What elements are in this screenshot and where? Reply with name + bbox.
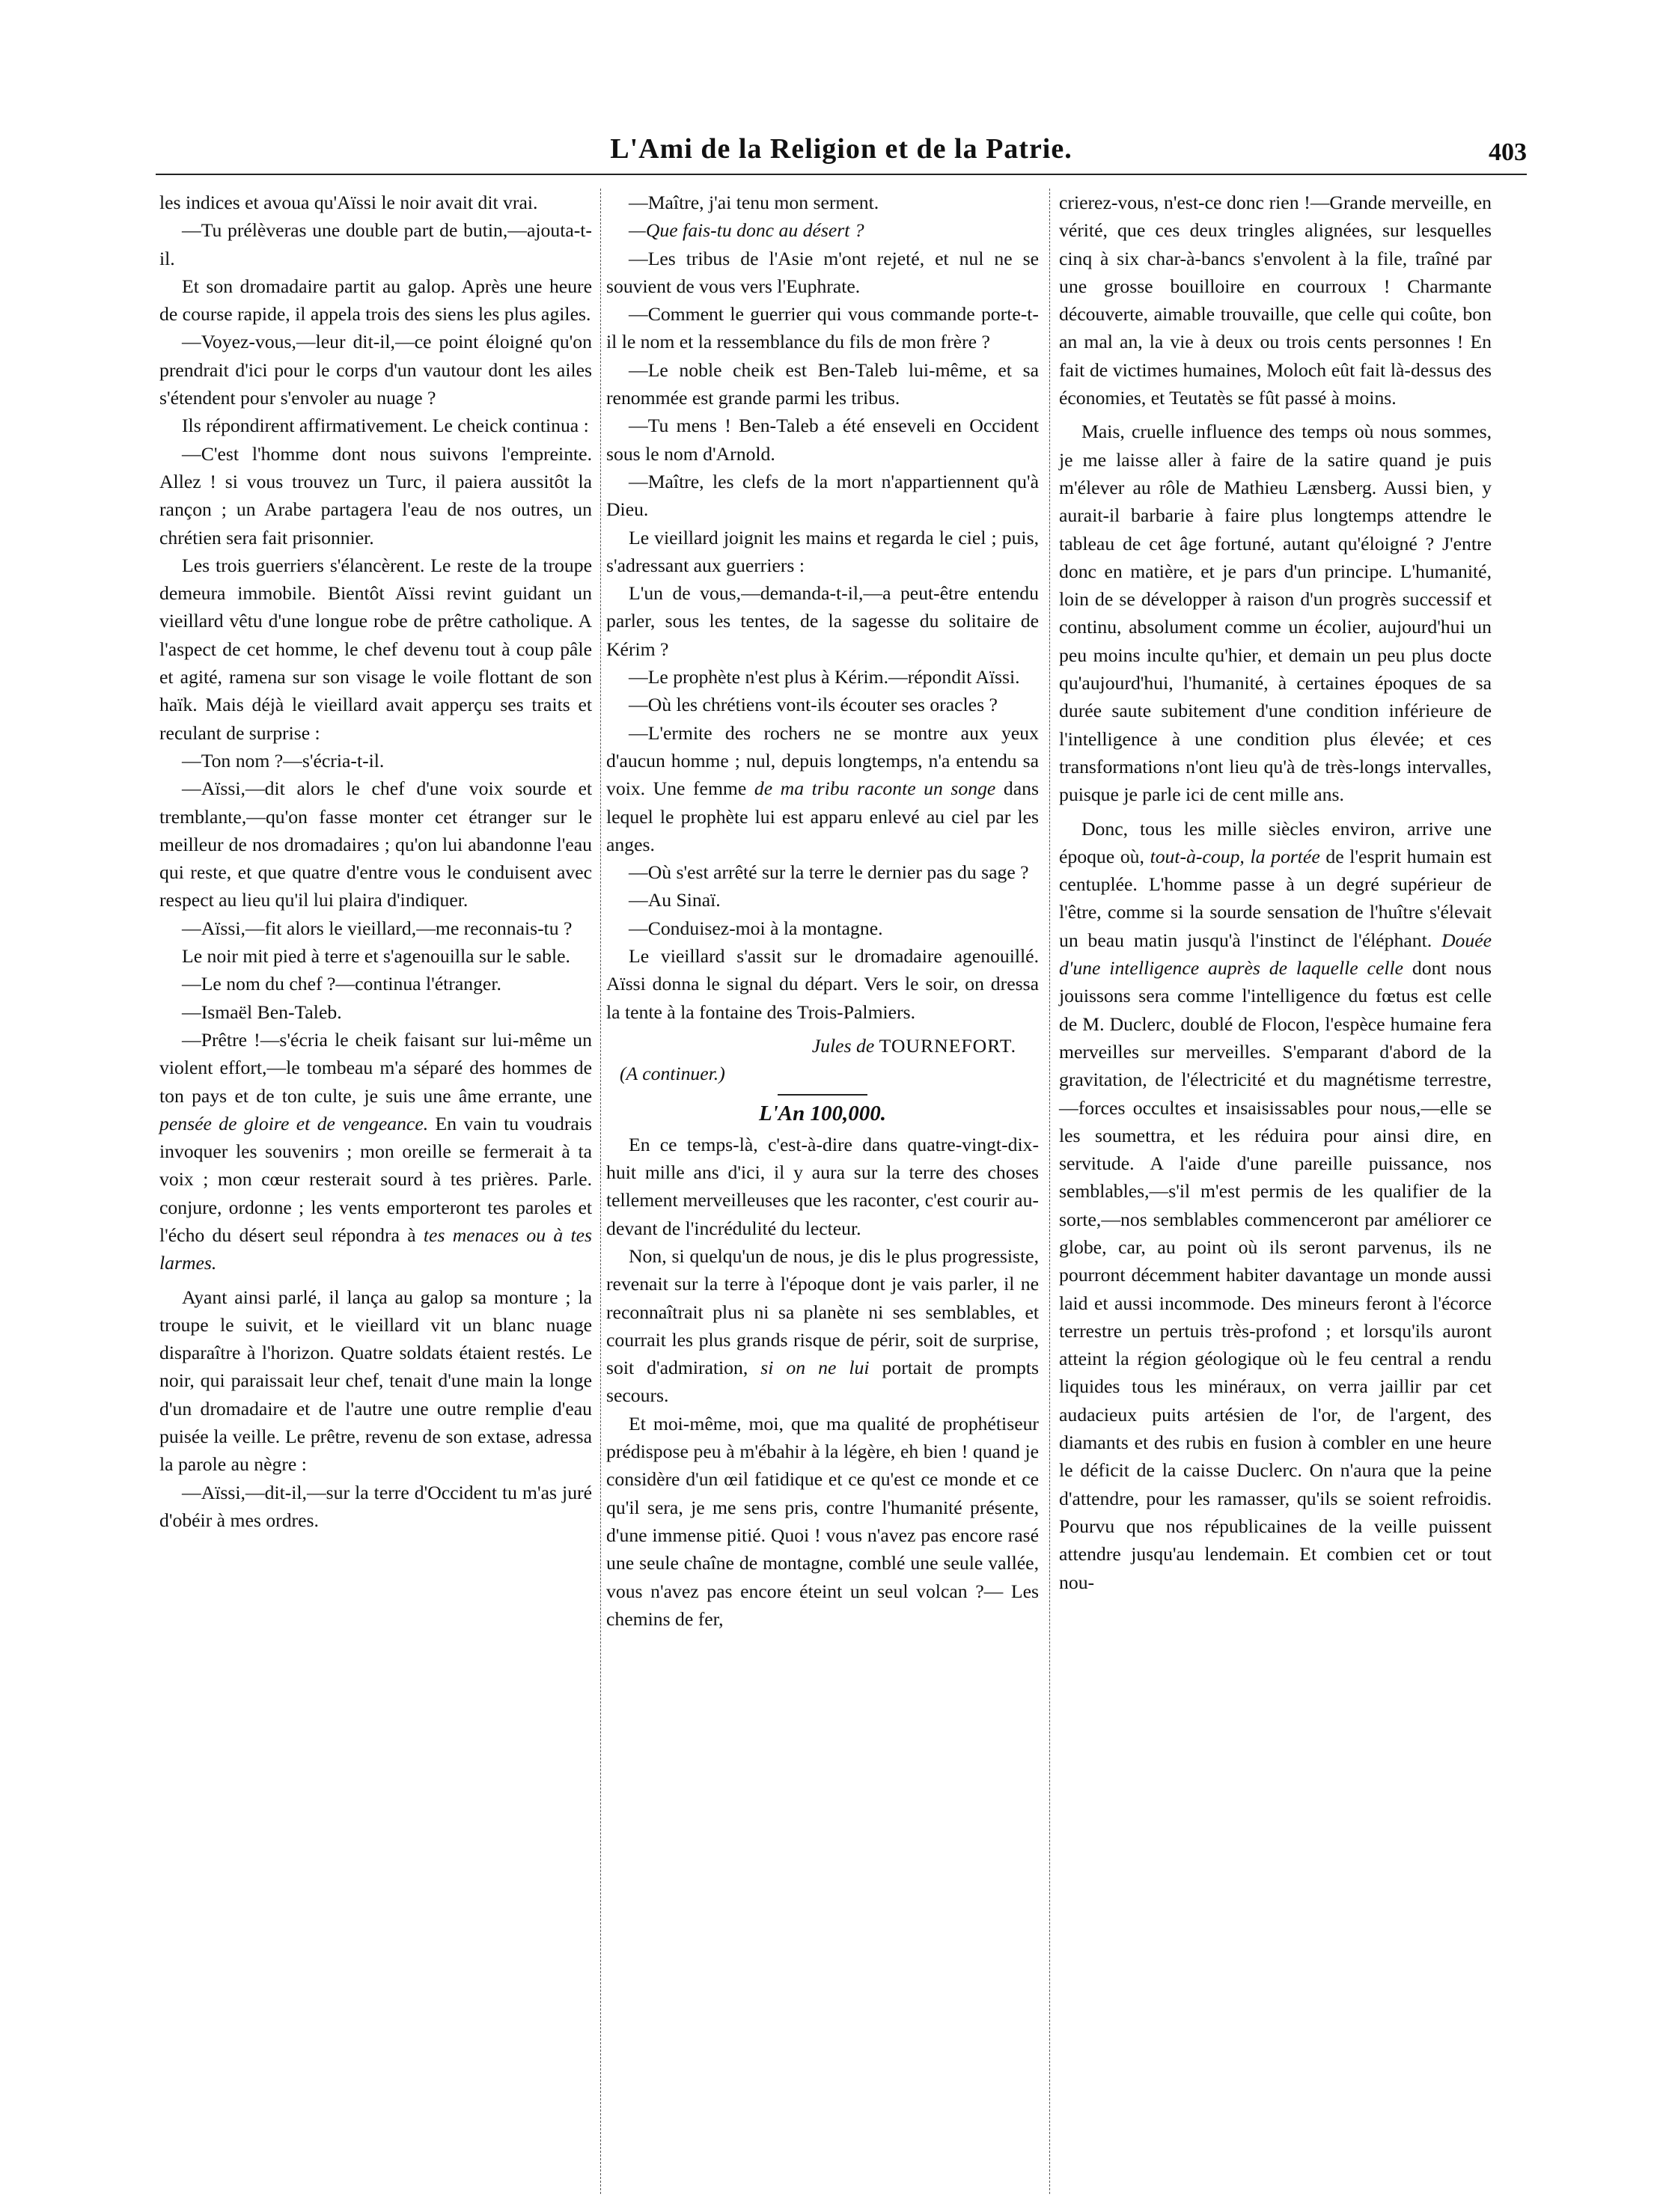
column-1 bbox=[159, 189, 592, 2074]
text-run: Non, si quelqu'un de nous, je dis le plus progressiste, revenait sur la terre à l'époque dont je vais parler, il ne reconnaîtrait plus ni sa planète ni ses semblables, et courrait les plus grands risque de périr, soit de surprise, soit d'admiration, bbox=[606, 1244, 1039, 1379]
paragraph: —Conduisez-moi à la montagne. bbox=[629, 917, 883, 939]
paragraph: Ils répondirent affirmativement. Le cheick continua : bbox=[182, 415, 589, 437]
paragraph: —Au Sinaï. bbox=[629, 889, 721, 911]
paragraph: —Tu mens ! Ben-Taleb a été enseveli en Occident sous le nom d'Arnold. bbox=[606, 415, 1039, 465]
paragraph: —Ton nom ?—s'écria-t-il. bbox=[182, 749, 385, 772]
column-2 bbox=[606, 189, 1039, 2074]
paragraph: —Où s'est arrêté sur la terre le dernier pas du sage ? bbox=[629, 861, 1029, 884]
paragraph: Mais, cruelle influence des temps où nous sommes, je me laisse aller à faire de la satire quand je puis m'élever au rôle de Mathieu Lænsberg. Aussi bien, y aurait-il barbarie à faire plus longtemps attendre le tableau de cet âge fortuné, autant qu'éloigné ? J'entre donc en matière, et je pars d'un principe. L'humanité, loin de se développer à raison d'un progrès successif et continu, absolument comme un écolier, aujourd'hui un peu moins inculte qu'hier, et demain un peu plus docte qu'aujourd'hui, l'humanité, à certaines époques de sa durée saute subitement d'une condition inférieure de l'intelligence à une condition plus élevée; et ces transformations n'ont lieu qu'à de très-longs intervalles, puisque je parle ici de cent mille ans. bbox=[1059, 421, 1492, 806]
author-first-name: Jules de bbox=[811, 1034, 879, 1057]
text-run: dont nous jouissons sera comme l'intelligence du fœtus est celle de M. Duclerc, doublé de Flocon, l'espèce humaine fera merveilles sur merveilles. S'emparant d'abord de la gravitation, de l'électricité et du magnétisme terrestre,—forces occultes et insaisissables pour nous,—elle se les soumettra, et les réduira pour ainsi dire, en servitude. A l'aide d'une pareille puissance, nos semblables,—s'il m'est permis de les qualifier de la sorte,—nos semblables commenceront par améliorer ce globe, car, au point où ils seront parvenus, ils ne pourront décemment habiter davantage un monde aussi laid et aussi incommode. Des mineurs feront à l'écorce terrestre un pertuis très-profond ; et lorsqu'ils auront atteint la région géologique où le feu central a rendu liquides tous les minéraux, on verra jaillir par cet audacieux puits artésien de l'or, de l'argent, des diamants et des rubis en fusion à combler en une heure le déficit de la caisse Duclerc. On n'aura que la peine d'attendre, pour les ramasser, qu'ils se soient refroidis. Pourvu que nos républicaines de la veille puissent attendre jusqu'au lendemain. Et combien cet or tout nou- bbox=[1059, 957, 1492, 1593]
paragraph: —Maître, les clefs de la mort n'appartiennent qu'à Dieu. bbox=[606, 470, 1039, 521]
italic-run: Douée d'une intelligence auprès de laquelle celle bbox=[1059, 929, 1492, 980]
paragraph: Les trois guerriers s'élancèrent. Le reste de la troupe demeura immobile. Bientôt Aïssi revint guidant un vieillard vêtu d'une longue robe de prêtre catholique. A l'aspect de cet homme, le chef devenu tout à coup pâle et agité, ramena sur son visage le voile flottant de son haïk. Mais déjà le vieillard avait apperçu ses traits et reculant de surprise : bbox=[159, 554, 592, 744]
to-be-continued: (A continuer.) bbox=[620, 1063, 725, 1085]
journal-title: L'Ami de la Religion et de la Patrie. bbox=[610, 133, 1072, 165]
italic-run: pensée de gloire et de vengeance. bbox=[159, 1112, 429, 1134]
paragraph: —Où les chrétiens vont-ils écouter ses oracles ? bbox=[629, 694, 998, 716]
paragraph: —Aïssi,—dit-il,—sur la terre d'Occident tu m'as juré d'obéir à mes ordres. bbox=[159, 1481, 592, 1531]
italic-run: tes menaces ou à tes larmes. bbox=[159, 1223, 593, 1274]
text-run: dans lequel le prophète lui est apparu enlevé au ciel par les anges. bbox=[606, 777, 1039, 855]
paragraph: —Aïssi,—fit alors le vieillard,—me reconnais-tu ? bbox=[182, 917, 573, 939]
paragraph: —Tu prélèveras une double part de butin,—ajouta-t-il. bbox=[159, 219, 592, 269]
paragraph: crierez-vous, n'est-ce donc rien !—Grande merveille, en vérité, que ces deux tringles alignées, sur lesquelles cinq à six char-à-bancs s'envolent à la file, traîné par une grosse bouilloire en courroux ! Charmante découverte, aimable trouvaille, que celle qui coûte, bon an mal an, la vie à deux ou trois cents personnes ! En fait de victimes humaines, Moloch eût fait là-dessus des économies, et Teutatès se fût passé à moins. bbox=[1059, 192, 1492, 409]
paragraph bbox=[606, 1242, 1039, 1410]
paragraph bbox=[606, 719, 1039, 858]
italic-run: de ma tribu raconte un songe bbox=[754, 777, 996, 800]
paragraph: —Comment le guerrier qui vous commande porte-t-il le nom et la ressemblance du fils de mon frère ? bbox=[606, 303, 1039, 353]
page-number: 403 bbox=[1489, 138, 1527, 166]
section-title: L'An 100,000. bbox=[759, 1101, 886, 1125]
text-run: En vain tu voudrais invoquer les souvenirs ; mon oreille se fermerait à ta voix ; mon cœur resterait sourd à tes prières. Parle. conjure, ordonne ; les vents emporteront tes paroles et l'écho du désert seul répondra à bbox=[159, 1112, 592, 1246]
paragraph: les indices et avoua qu'Aïssi le noir avait dit vrai. bbox=[159, 192, 538, 213]
paragraph: En ce temps-là, c'est-à-dire dans quatre-vingt-dix-huit mille ans d'ici, il y aura sur la terre des choses tellement merveilleuses que les raconter, c'est courir au-devant de l'incrédulité du lecteur. bbox=[606, 1133, 1039, 1239]
text-run: —Prêtre !—s'écria le cheik faisant sur lui-même un violent effort,—le tombeau m'a séparé des hommes de ton pays et de ton culte, je suis une âme errante, une bbox=[159, 1028, 592, 1107]
paragraph: —Voyez-vous,—leur dit-il,—ce point éloigné qu'on prendrait d'ici pour le corps d'un vautour dont les ailes s'étendent pour s'envoler au nuage ? bbox=[159, 331, 592, 409]
italic-run: si on ne lui bbox=[760, 1357, 870, 1379]
paragraph: Le vieillard s'assit sur le dromadaire agenouillé. Aïssi donna le signal du départ. Vers le soir, on dressa la tente à la fontaine des Trois-Palmiers. bbox=[606, 945, 1039, 1023]
column-3 bbox=[1059, 189, 1492, 2074]
page-header bbox=[156, 131, 1527, 174]
paragraph: Le vieillard joignit les mains et regarda le ciel ; puis, s'adressant aux guerriers : bbox=[606, 526, 1039, 576]
paragraph: —Le noble cheik est Ben-Taleb lui-même, et sa renommée est grande parmi les tribus. bbox=[606, 358, 1039, 409]
paragraph bbox=[606, 216, 1039, 244]
paragraph: —Les tribus de l'Asie m'ont rejeté, et nul ne se souvient de vous vers l'Euphrate. bbox=[606, 247, 1039, 297]
author-surname: TOURNEFORT. bbox=[879, 1034, 1016, 1057]
column-divider bbox=[600, 189, 601, 2194]
italic-run: —Que fais-tu donc au désert ? bbox=[629, 219, 864, 242]
text-run: de l'esprit humain est centuplée. L'homme passe à un degré supérieur de l'être, comme si la sourde sensation de l'huître s'élevait un beau matin jusqu'à l'instinct de l'éléphant. bbox=[1059, 845, 1492, 951]
author-signature bbox=[606, 1032, 1039, 1060]
paragraph: Et moi-même, moi, que ma qualité de prophétiseur prédispose peu à m'ébahir à la légère, eh bien ! quand je considère d'un œil fatidique et ce qu'est ce monde et ce qu'il sera, je me sens pris, contre l'humanité présente, d'une immense pitié. Quoi ! vous n'avez pas encore rasé une seule chaîne de montagne, comblé une seule vallée, vous n'avez pas encore éteint un seul volcan ?— Les chemins de fer, bbox=[606, 1412, 1039, 1630]
paragraph: Et son dromadaire partit au galop. Après une heure de course rapide, il appela trois des siens les plus agiles. bbox=[159, 275, 592, 326]
column-divider bbox=[1049, 189, 1050, 2194]
header-rule bbox=[156, 174, 1527, 175]
paragraph bbox=[159, 1026, 592, 1277]
paragraph: —C'est l'homme dont nous suivons l'empreinte. Allez ! si vous trouvez un Turc, il paiera aussitôt la rançon ; un Arabe partagera l'eau de nos outres, un chrétien sera fait prisonnier. bbox=[159, 442, 592, 549]
paragraph: —Maître, j'ai tenu mon serment. bbox=[629, 192, 879, 213]
section-rule bbox=[778, 1094, 867, 1096]
paragraph: Ayant ainsi parlé, il lança au galop sa monture ; la troupe le suivit, et le vieillard vit un blanc nuage disparaître à l'horizon. Quatre soldats étaient restés. Le noir, qui paraissait leur chef, tenait d'une main la longe d'un dromadaire et de l'autre une outre remplie d'eau puisée la veille. Le prêtre, revenu de son extase, adressa la parole au nègre : bbox=[159, 1286, 592, 1476]
paragraph: —Le nom du chef ?—continua l'étranger. bbox=[182, 973, 501, 995]
italic-run: tout-à-coup, la portée bbox=[1150, 845, 1320, 867]
text-run: Donc, tous les mille siècles environ, arrive une époque où, bbox=[1059, 817, 1492, 867]
paragraph: —Aïssi,—dit alors le chef d'une voix sourde et tremblante,—qu'on fasse monter cet étranger sur le meilleur de nos dromadaires ; qu'on lui abandonne l'eau qui reste, et que quatre d'entre vous le conduisent avec respect au lieu qu'il lui plaira d'indiquer. bbox=[159, 777, 592, 911]
paragraph: —Le prophète n'est plus à Kérim.—répondit Aïssi. bbox=[629, 666, 1020, 688]
text-run: —L'ermite des rochers ne se montre aux yeux d'aucun homme ; nul, depuis longtemps, n'a entendu sa voix. Une femme bbox=[606, 721, 1039, 800]
paragraph: L'un de vous,—demanda-t-il,—a peut-être entendu parler, sous les tentes, de la sagesse du solitaire de Kérim ? bbox=[606, 582, 1039, 660]
text-run: portait de prompts secours. bbox=[606, 1357, 1040, 1407]
paragraph: Le noir mit pied à terre et s'agenouilla sur le sable. bbox=[182, 945, 570, 968]
paragraph bbox=[1059, 815, 1492, 1596]
paragraph: —Ismaël Ben-Taleb. bbox=[182, 1000, 342, 1023]
